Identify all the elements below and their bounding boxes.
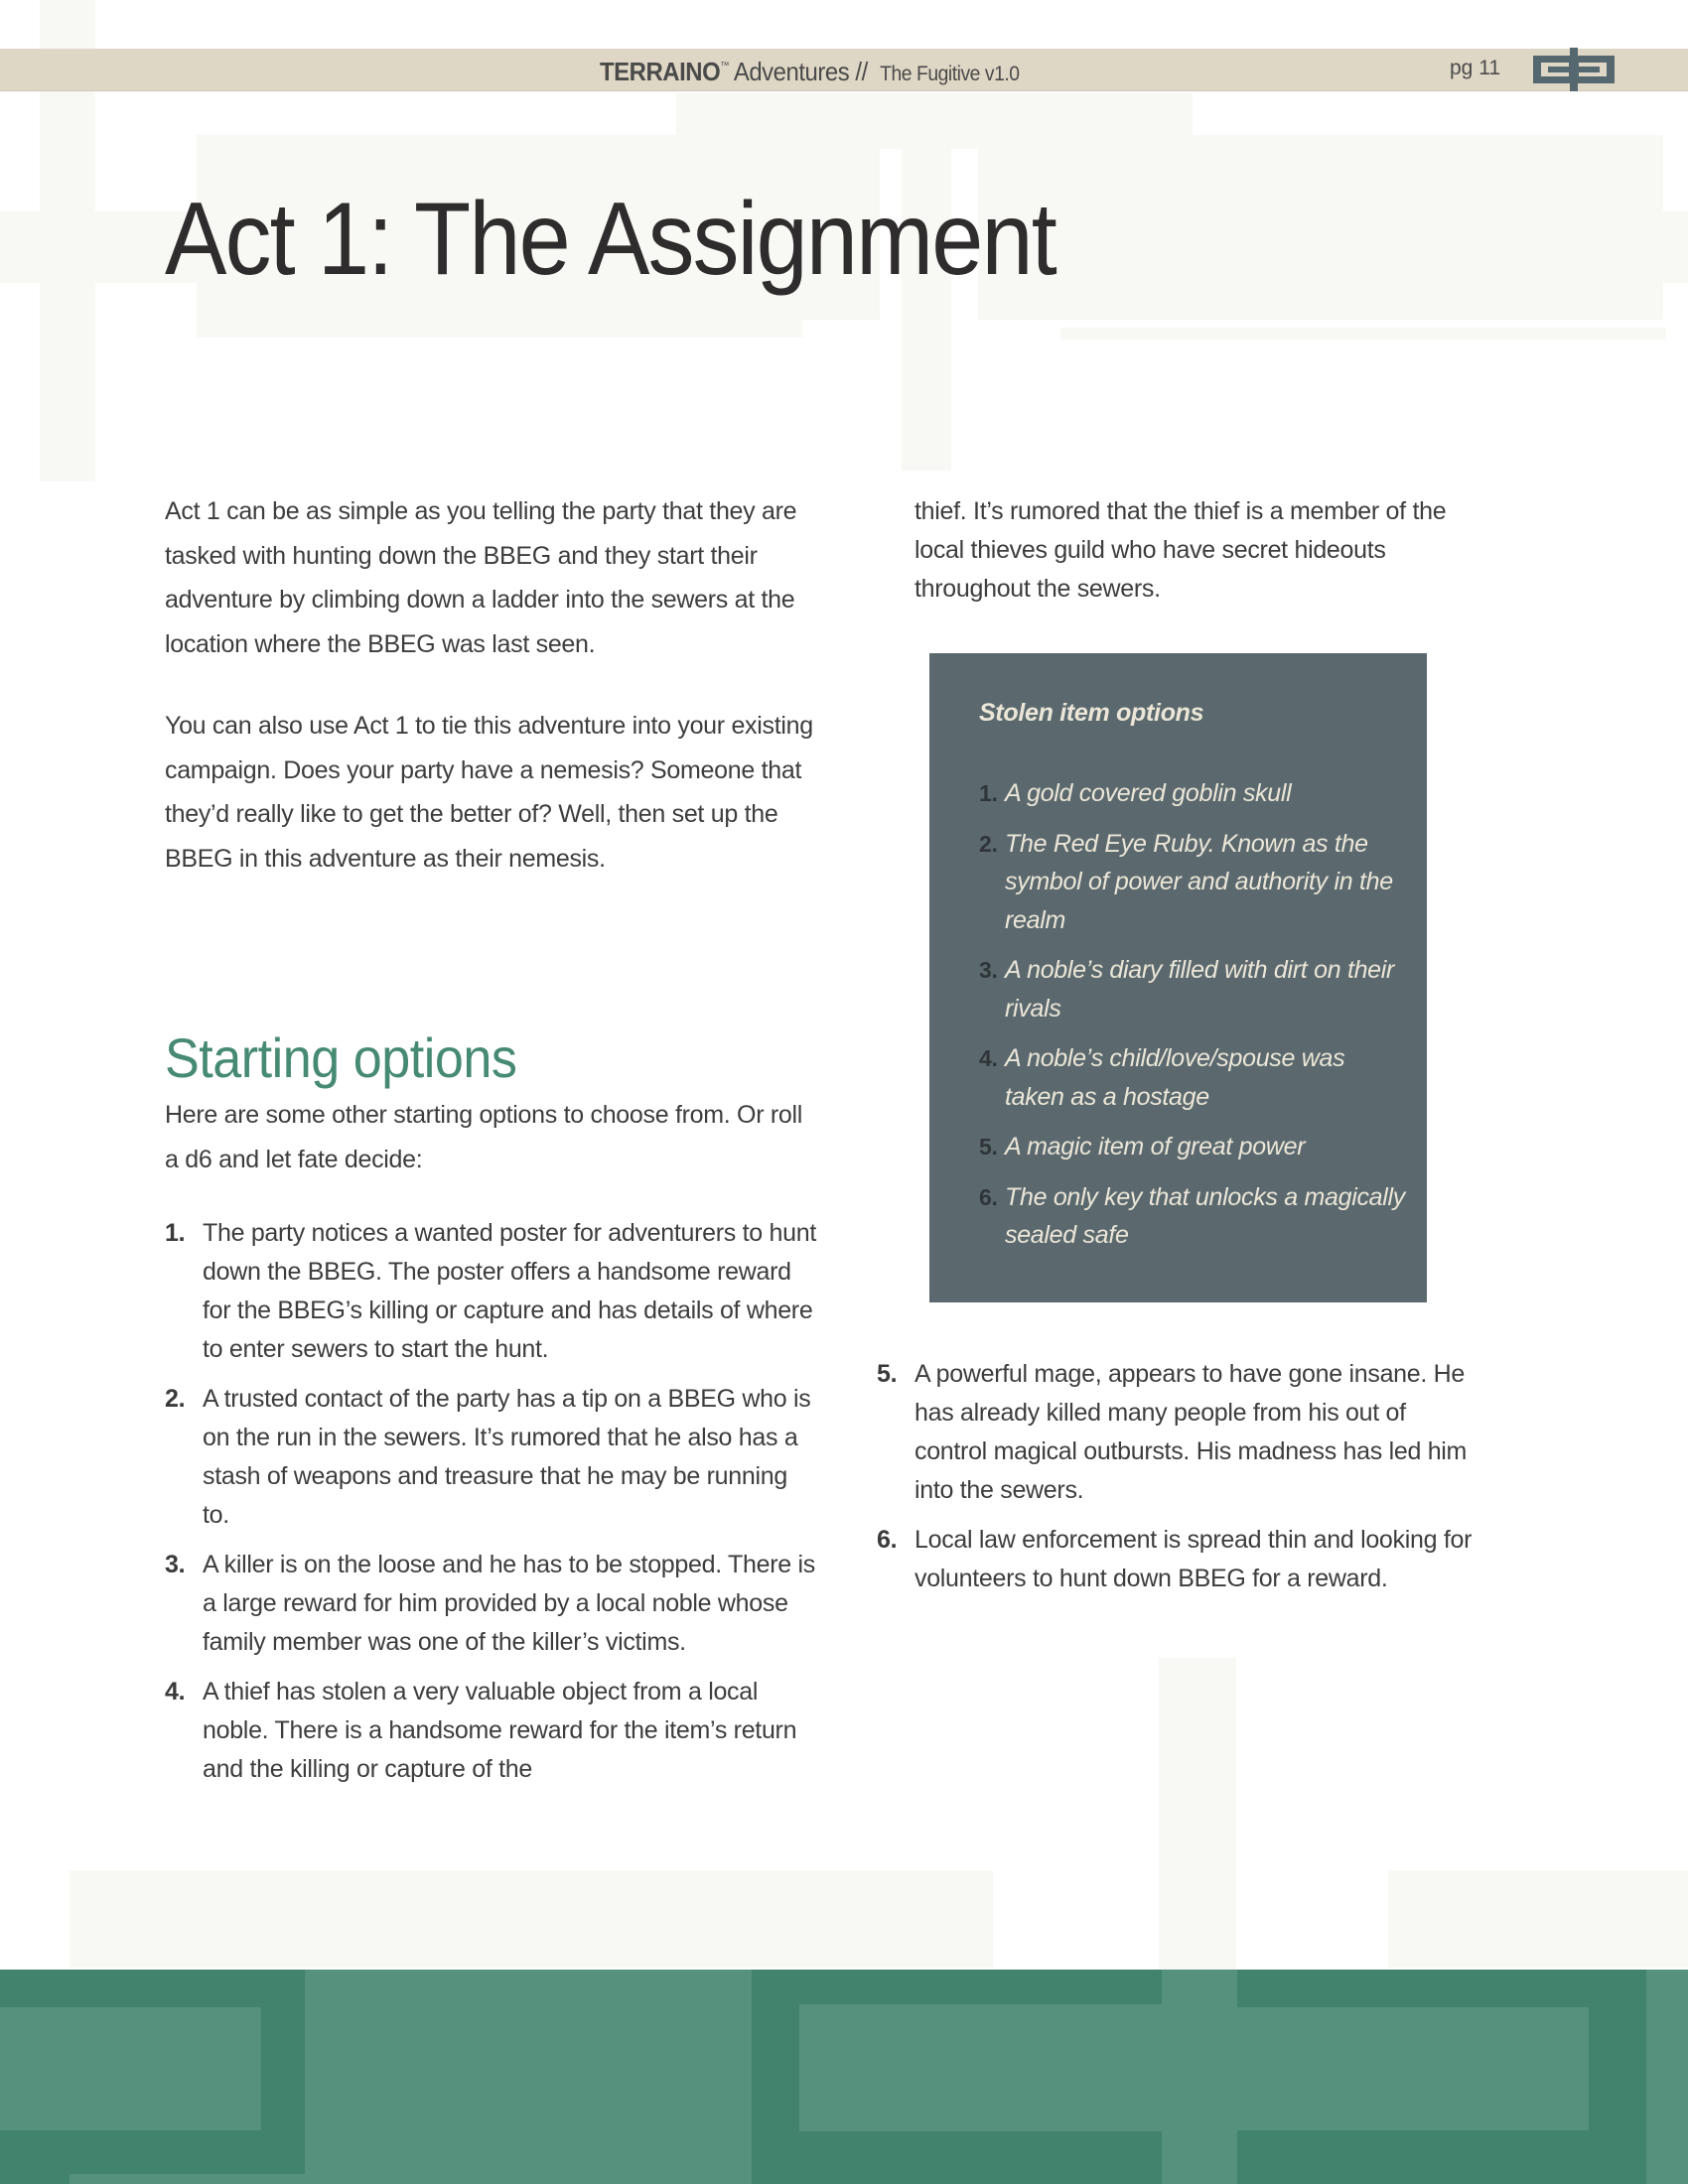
item-text: A magic item of great power bbox=[1005, 1133, 1306, 1160]
list-item bbox=[877, 1521, 1473, 1598]
list-item bbox=[877, 1355, 1473, 1510]
page-title: Act 1: The Assignment bbox=[165, 182, 1055, 297]
running-header bbox=[600, 57, 1020, 87]
module-name: The Fugitive v1.0 bbox=[880, 63, 1020, 85]
item-text: A gold covered goblin skull bbox=[1005, 779, 1292, 807]
item-number: 4. bbox=[165, 1678, 186, 1706]
brand-name: TERRAINO bbox=[600, 57, 721, 86]
list-item bbox=[979, 825, 1406, 940]
item-4-continuation: thief. It’s rumored that the thief is a member of the local thieves guild who have secret hideouts throughout the sewers. bbox=[914, 497, 1447, 603]
section-intro: Here are some other starting options to choose from. Or roll a d6 and let fate decide: bbox=[165, 1101, 803, 1173]
item-number: 4. bbox=[979, 1045, 998, 1071]
footer-pattern-band bbox=[0, 1970, 1688, 2184]
item-text: A noble’s child/love/spouse was taken as a hostage bbox=[1005, 1044, 1345, 1111]
item-text: The party notices a wanted poster for adventurers to hunt down the BBEG. The poster offers a handsome reward for the BBEG’s killing or capture and has details of where to enter sewers to start the hunt. bbox=[203, 1219, 816, 1363]
stolen-items-list bbox=[979, 774, 1406, 1255]
item-text: A trusted contact of the party has a tip on a BBEG who is on the run in the sewers. It’s rumored that he also has a stash of weapons and treasure that he may be running to. bbox=[203, 1385, 811, 1529]
list-item bbox=[979, 951, 1406, 1027]
item-number: 5. bbox=[979, 1134, 998, 1160]
item-text: Local law enforcement is spread thin and looking for volunteers to hunt down BBEG for a reward. bbox=[914, 1526, 1473, 1592]
item-number: 1. bbox=[979, 780, 998, 806]
list-item bbox=[979, 774, 1406, 813]
list-item bbox=[165, 1380, 820, 1535]
list-item bbox=[165, 1214, 820, 1369]
item-number: 6. bbox=[979, 1183, 998, 1210]
list-item bbox=[165, 1546, 820, 1662]
item-text: A noble’s diary filled with dirt on their rivals bbox=[1005, 956, 1395, 1023]
item-number: 3. bbox=[165, 1551, 186, 1578]
item-text: The only key that unlocks a magically sealed safe bbox=[1005, 1182, 1405, 1249]
item-text: A killer is on the loose and he has to be stopped. There is a large reward for him provided by a local noble whose family member was one of the killer’s victims. bbox=[203, 1551, 815, 1656]
list-item bbox=[979, 1128, 1406, 1166]
item-number: 5. bbox=[877, 1360, 898, 1388]
intro-paragraph: Act 1 can be as simple as you telling the party that they are tasked with hunting down the BBEG and they start their adventure by climbing down a ladder into the sewers at the location where the BBEG was last seen. bbox=[165, 497, 797, 658]
starting-options-list bbox=[165, 1214, 820, 1789]
item-text: The Red Eye Ruby. Known as the symbol of power and authority in the realm bbox=[1005, 829, 1393, 934]
stolen-items-sidebar bbox=[929, 653, 1427, 1302]
item-number: 2. bbox=[979, 830, 998, 857]
intro-text bbox=[165, 489, 820, 881]
item-text: A thief has stolen a very valuable object from a local noble. There is a handsome reward for the item’s return and the killing or capture of the bbox=[203, 1678, 797, 1783]
item-number: 2. bbox=[165, 1385, 186, 1413]
section-heading: Starting options bbox=[165, 1026, 517, 1089]
trademark-symbol: ™ bbox=[720, 61, 729, 71]
list-item bbox=[979, 1039, 1406, 1116]
series-name: Adventures // bbox=[728, 57, 868, 86]
list-item bbox=[165, 1673, 820, 1789]
intro-paragraph: You can also use Act 1 to tie this adventure into your existing campaign. Does your party have a nemesis? Someone that they’d really like to get the better of? Well, then set up the BBEG in this adventure as their nemesis. bbox=[165, 712, 813, 873]
starting-options-list-continued bbox=[877, 1355, 1473, 1598]
page-number: pg 11 bbox=[1450, 57, 1500, 79]
list-item bbox=[979, 1178, 1406, 1255]
terraino-logo-icon bbox=[1530, 48, 1618, 91]
item-text: A powerful mage, appears to have gone insane. He has already killed many people from his out of control magical outbursts. His madness has led him into the sewers. bbox=[914, 1360, 1468, 1504]
sidebar-title: Stolen item options bbox=[979, 699, 1204, 727]
item-number: 6. bbox=[877, 1526, 898, 1554]
item-number: 1. bbox=[165, 1219, 186, 1247]
item-number: 3. bbox=[979, 957, 998, 983]
